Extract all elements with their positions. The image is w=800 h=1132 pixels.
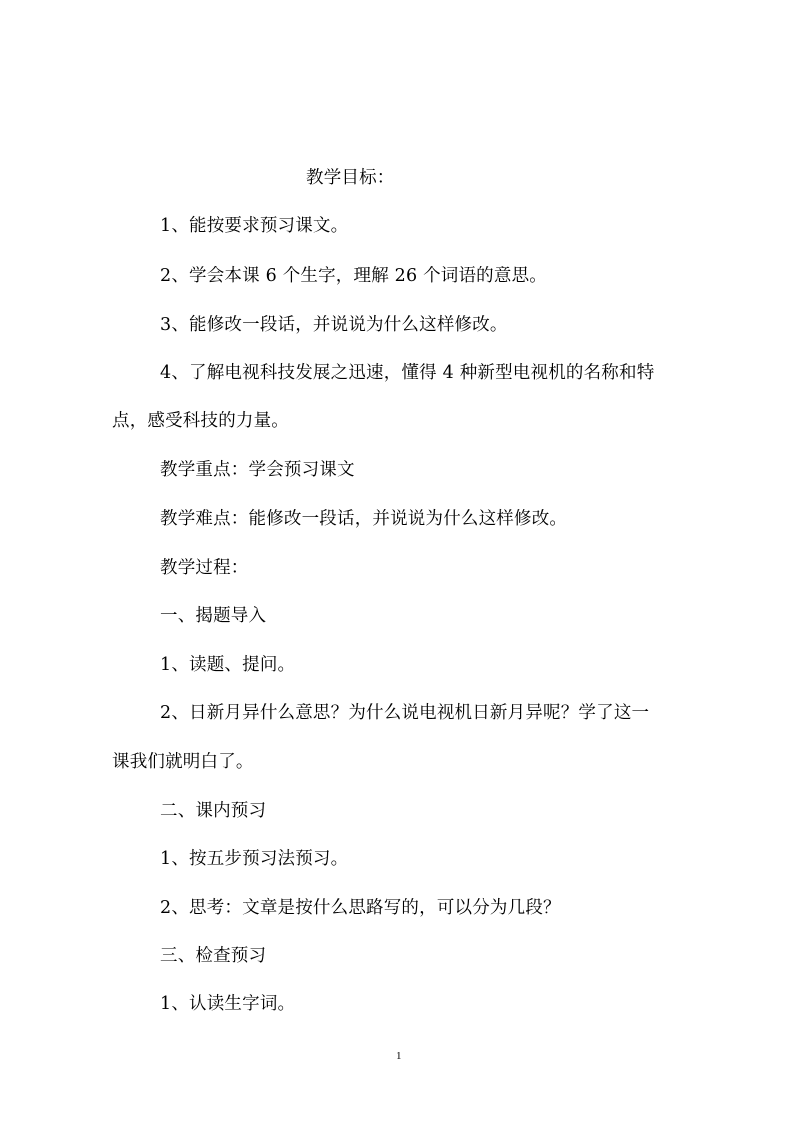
section-3-title: 三、检查预习 [160, 946, 267, 966]
section-2-item-1: 1、按五步预习法预习。 [160, 849, 349, 869]
section-3-item-1: 1、认读生字词。 [160, 994, 296, 1014]
section-1-item-2-continued: 课我们就明白了。 [112, 752, 254, 772]
teaching-goals-heading: 教学目标： [306, 168, 395, 188]
goal-item-1: 1、能按要求预习课文。 [160, 216, 349, 236]
goal-item-2: 2、学会本课 6 个生字，理解 26 个词语的意思。 [160, 266, 547, 286]
section-2-title: 二、课内预习 [160, 801, 267, 821]
page-number: 1 [396, 1050, 402, 1062]
section-1-item-2: 2、日新月异什么意思？为什么说电视机日新月异呢？学了这一 [160, 703, 650, 723]
section-1-item-1: 1、读题、提问。 [160, 655, 296, 675]
goal-item-4-continued: 点，感受科技的力量。 [112, 411, 289, 431]
section-2-item-2: 2、思考：文章是按什么思路写的，可以分为几段？ [160, 898, 561, 918]
teaching-process-heading: 教学过程： [160, 558, 249, 578]
section-1-title: 一、揭题导入 [160, 606, 267, 626]
goal-item-3: 3、能修改一段话，并说说为什么这样修改。 [160, 315, 508, 335]
difficult-point: 教学难点：能修改一段话，并说说为什么这样修改。 [160, 509, 568, 529]
goal-item-4: 4、了解电视科技发展之迅速，懂得 4 种新型电视机的名称和特 [160, 363, 655, 383]
key-point: 教学重点：学会预习课文 [160, 460, 355, 480]
